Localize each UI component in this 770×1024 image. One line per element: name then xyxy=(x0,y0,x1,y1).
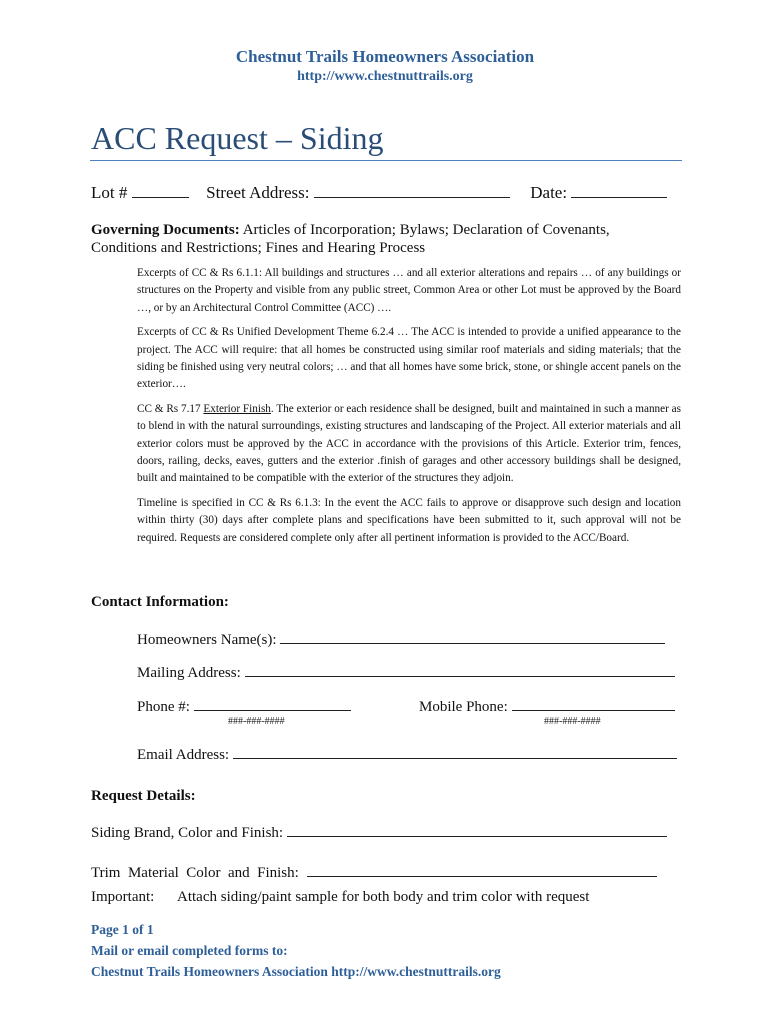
street-address-field[interactable] xyxy=(314,182,510,198)
mobile-format-hint: ###-###-#### xyxy=(544,716,601,727)
homeowners-row xyxy=(137,628,665,649)
letterhead xyxy=(0,46,770,86)
email-label: Email Address: xyxy=(137,747,230,763)
excerpt-6-1-1: Excerpts of CC & Rs 6.1.1: All buildings and structures … and all exterior alterations and repairs … of any buildings or structures on the Property and visible from any public street, Common Area or other Lot must be approved by the Board …, or by an Architectural Control Committee (ACC) …. xyxy=(137,267,681,314)
governing-label: Governing Documents: xyxy=(91,222,240,238)
trim-row xyxy=(91,861,657,882)
siding-field[interactable] xyxy=(287,821,667,837)
date-label: Date: xyxy=(530,183,568,202)
excerpts-block xyxy=(137,265,681,554)
excerpt-6-2-4: Excerpts of CC & Rs Unified Development Theme 6.2.4 … The ACC is intended to provide a unified appearance to the project. The ACC will require: that all homes be constructed using similar roof materials and siding materials; that the siding be finished using very neutral colors; … and that all homes have some brick, stone, or shingle accent panels on the exterior…. xyxy=(137,326,681,391)
contact-heading: Contact Information: xyxy=(91,594,229,610)
footer xyxy=(91,919,501,982)
phone-row xyxy=(137,695,351,716)
excerpt-timeline: Timeline is specified in CC & Rs 6.1.3: In the event the ACC fails to approve or disapprove such design and location within thirty (30) days after complete plans and specifications have been submitted to it, such approval will not be required. Requests are considered complete only after all pertinent information is provided to the ACC/Board. xyxy=(137,496,681,544)
exterior-finish-heading: Exterior Finish xyxy=(203,402,271,415)
mobile-label: Mobile Phone: xyxy=(419,699,508,715)
mailing-row xyxy=(137,661,675,682)
important-label: Important: xyxy=(91,889,155,905)
governing-documents xyxy=(91,221,651,257)
page-number: Page 1 of 1 xyxy=(91,922,154,937)
excerpt-7-17 xyxy=(137,401,681,488)
footer-org-line: Chestnut Trails Homeowners Association http://www.chestnuttrails.org xyxy=(91,964,501,979)
date-field[interactable] xyxy=(571,182,667,198)
title-divider xyxy=(90,160,682,161)
excerpt-7-17-text: . The exterior or each residence shall be designed, built and maintained in such a manner as to blend in with the natural surroundings, existing structures and landscaping of the Project. All exterior materials and all exterior colors must be approved by the ACC in accordance with the provisions of this Article. Exterior trim, fences, doors, railing, decks, eaves, gutters and the exterior .finish of garages and other accessory buildings shall be designed, built and maintained to be compatible with the exterior of the structures they adjoin. xyxy=(137,402,681,485)
mailing-field[interactable] xyxy=(245,661,675,677)
siding-label: Siding Brand, Color and Finish: xyxy=(91,825,284,841)
important-text: Attach siding/paint sample for both body and trim color with request xyxy=(177,889,590,905)
mail-instruction: Mail or email completed forms to: xyxy=(91,943,288,958)
excerpt-7-17-prefix: CC & Rs 7.17 xyxy=(137,402,204,415)
homeowners-label: Homeowners Name(s): xyxy=(137,632,277,648)
governing-text: Articles of Incorporation; Bylaws; Declaration of Covenants, Conditions and Restrictions; Fines and Hearing Process xyxy=(91,222,610,256)
mobile-row xyxy=(419,695,675,716)
lot-label: Lot # xyxy=(91,183,128,202)
lot-field[interactable] xyxy=(132,182,189,198)
email-field[interactable] xyxy=(233,743,677,759)
trim-field[interactable] xyxy=(307,861,657,877)
phone-label: Phone #: xyxy=(137,699,190,715)
phone-field[interactable] xyxy=(194,695,351,711)
page-title: ACC Request – Siding xyxy=(91,120,384,156)
trim-label: Trim Material Color and Finish: xyxy=(91,865,299,881)
org-name: Chestnut Trails Homeowners Association xyxy=(235,47,535,66)
org-url[interactable]: http://www.chestnuttrails.org xyxy=(297,69,473,84)
siding-row xyxy=(91,821,667,842)
homeowners-field[interactable] xyxy=(280,628,665,644)
street-address-label: Street Address: xyxy=(206,183,310,202)
important-row xyxy=(91,888,589,906)
email-row xyxy=(137,743,677,764)
lot-address-date-row xyxy=(91,182,681,204)
phone-format-hint: ###-###-#### xyxy=(228,716,285,727)
mailing-label: Mailing Address: xyxy=(137,665,241,681)
request-heading: Request Details: xyxy=(91,788,196,804)
mobile-field[interactable] xyxy=(512,695,675,711)
